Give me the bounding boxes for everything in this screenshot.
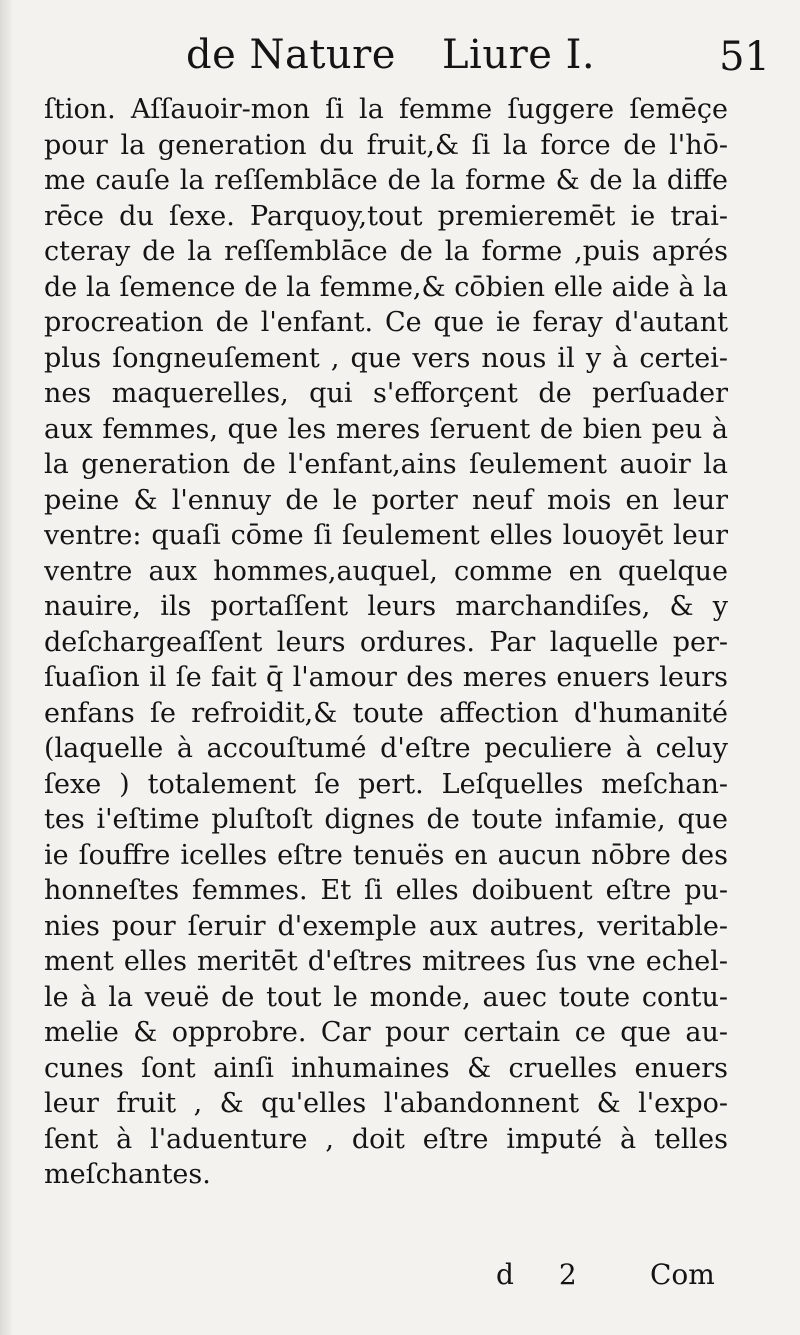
running-title-right: Liure I.	[441, 32, 596, 78]
text-line: ſent à l'aduenture , doit eſtre imputé à telles	[44, 1123, 728, 1155]
text-line: pour la generation du fruit,& ſi la force de l'hō-	[44, 129, 728, 161]
page-header	[0, 26, 800, 86]
text-line: me cauſe la reſſemblāce de la forme & de la diffe	[44, 165, 728, 196]
body-text	[44, 92, 728, 1193]
text-line: aux femmes, que les meres ſeruent de bien peu à	[44, 413, 728, 445]
text-line: cunes ſont ainſi inhumaines & cruelles enuers	[44, 1052, 728, 1084]
running-title	[186, 32, 595, 78]
text-line: de la ſemence de la femme,& cōbien elle aide à la	[44, 271, 728, 303]
catchword: Com	[650, 1258, 715, 1291]
text-line: ſuaſion il ſe fait q̄ l'amour des meres enuers leurs	[44, 662, 728, 693]
signature-mark: d 2	[496, 1258, 595, 1291]
text-line: cteray de la reſſemblāce de la forme ,puis aprés	[44, 236, 728, 267]
running-title-left: de Nature	[186, 32, 396, 78]
text-line: honneſtes femmes. Et ſi elles doibuent eſtre pu-	[44, 875, 728, 906]
text-line: ie ſouffre icelles eſtre tenuës en aucun nōbre des	[44, 839, 728, 871]
text-line: enfans ſe refroidit,& toute affection d'humanité	[44, 697, 728, 729]
text-line: ſtion. Aſſauoir-mon ſi la femme ſuggere ſemēçe	[44, 94, 728, 125]
text-line: melie & opprobre. Car pour certain ce que au-	[44, 1017, 728, 1048]
text-line: ventre aux hommes,auquel, comme en quelque	[44, 555, 728, 587]
text-line: nies pour ſeruir d'exemple aux autres, veritable-	[44, 910, 728, 942]
text-line: leur fruit , & qu'elles l'abandonnent & l'expo-	[44, 1088, 728, 1119]
text-line: ment elles meritēt d'eſtres mitrees ſus vne echel-	[44, 946, 728, 977]
text-line: la generation de l'enfant,ains ſeulement auoir la	[44, 449, 728, 480]
page-footer	[0, 1258, 800, 1298]
text-line: ſexe ) totalement ſe pert. Leſquelles meſchan-	[44, 768, 728, 800]
text-line: nes maquerelles, qui s'efforçent de perſuader	[44, 378, 728, 409]
text-line: procreation de l'enfant. Ce que ie feray d'autant	[44, 307, 728, 338]
text-line: ventre: quaſi cōme ſi ſeulement elles louoyēt leur	[44, 520, 728, 551]
text-line: peine & l'ennuy de le porter neuf mois en leur	[44, 484, 728, 516]
page-number: 51	[719, 34, 770, 80]
text-line: nauire, ils portaſſent leurs marchandiſes, & y	[44, 591, 728, 622]
text-line: le à la veuë de tout le monde, auec toute contu-	[44, 981, 728, 1013]
text-line: tes i'eſtime pluſtoſt dignes de toute infamie, que	[44, 804, 728, 835]
text-line: rēce du ſexe. Parquoy,tout premieremēt ie trai-	[44, 200, 728, 232]
text-line: deſchargeaſſent leurs ordures. Par laquelle per-	[44, 626, 728, 658]
text-line: (laquelle à accouſtumé d'eſtre peculiere à celuy	[44, 733, 728, 764]
text-line: meſchantes.	[44, 1159, 211, 1190]
text-line: plus ſongneuſement , que vers nous il y à certei-	[44, 342, 728, 374]
